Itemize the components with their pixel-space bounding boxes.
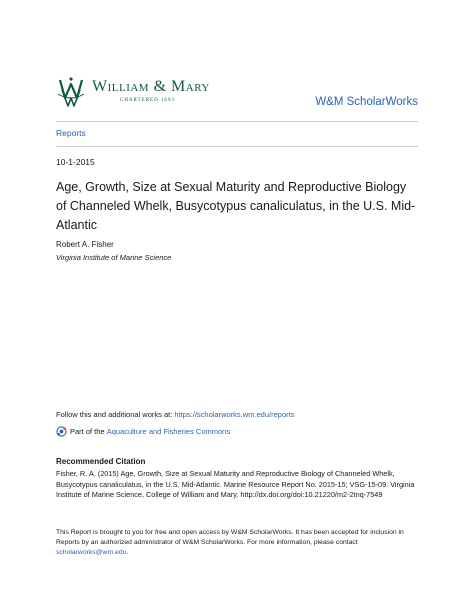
divider [56,121,418,122]
publication-date: 10-1-2015 [56,157,95,167]
access-note-end: . [126,549,129,556]
follow-line [56,410,294,419]
header [56,76,418,120]
citation-body: Fisher, R. A. (2015) Age, Growth, Size at Sexual Maturity and Reproductive Biology of Channeled Whelk, Busycotypus canaliculatus, in the U.S. Mid-Atlantic. Marine Resource Report No. 2015-15; VSG-15-09. Virginia Institute of Marine Science, College of William and Mary. http://dx.doi.org/doi:10.21220/m2-2tnq-7549 [56,469,415,499]
logo-name: William & Mary [92,78,210,95]
crest-icon [56,76,86,110]
commons-link[interactable]: Aquaculture and Fisheries Commons [106,427,231,436]
part-of-prefix: Part of the [70,427,105,436]
series-link[interactable]: Reports [56,128,86,138]
contact-email-link[interactable]: scholarworks@wm.edu [56,549,127,556]
divider [56,146,418,147]
part-of-line [56,426,230,437]
document-title: Age, Growth, Size at Sexual Maturity and Reproductive Biology of Channeled Whelk, Busycotypus canaliculatus, in the U.S. Mid-Atlantic [56,180,416,232]
scholarworks-link[interactable]: W&M ScholarWorks [315,96,418,108]
access-note [56,528,418,558]
logo-tagline: CHARTERED 1693 [120,98,175,103]
access-note-text: This Report is brought to you for free and open access by W&M ScholarWorks. It has been accepted for inclusion in Reports by an authorized administrator of W&M ScholarWorks. For more information, please contact [56,529,404,546]
author-name: Robert A. Fisher [56,240,114,249]
citation-heading: Recommended Citation [56,457,146,466]
author-affiliation: Virginia Institute of Marine Science [56,253,172,262]
follow-text: Follow this and additional works at: [56,410,175,419]
network-icon [56,426,67,437]
william-mary-logo[interactable] [56,76,226,112]
reports-url-link[interactable]: https://scholarworks.wm.edu/reports [174,410,295,419]
